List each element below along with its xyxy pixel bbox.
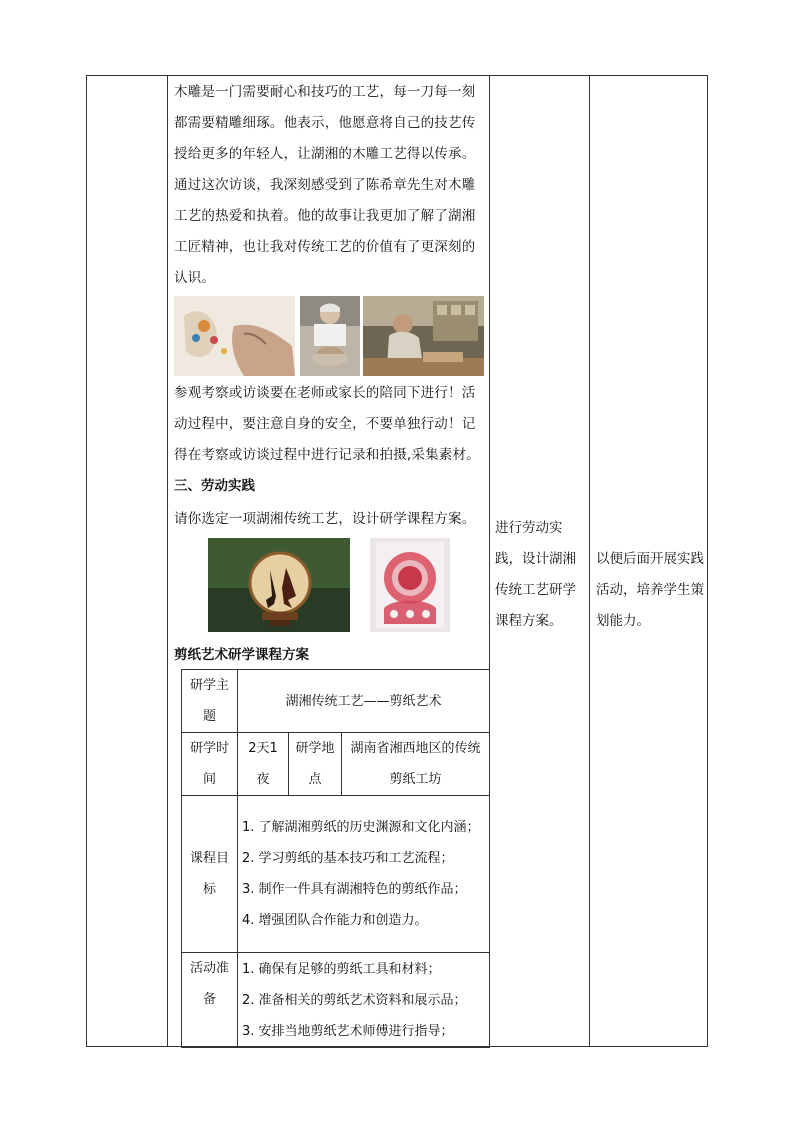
goals-label: 课程目标 bbox=[182, 796, 238, 953]
interview-paragraph-1: 木雕是一门需要耐心和技巧的工艺，每一刀每一刻都需要精雕细琢。他表示，他愿意将自己的技艺传授给更多的年轻人，让湖湘的木雕工艺得以传承。 bbox=[174, 84, 476, 162]
time-value: 2天1夜 bbox=[238, 733, 289, 796]
prep-item: 3. 安排当地剪纸艺术师傅进行指导； bbox=[242, 1023, 454, 1039]
plan-title-block bbox=[174, 640, 488, 671]
column-divider-3 bbox=[589, 75, 590, 1047]
interview-paragraph-2: 通过这次访谈，我深刻感受到了陈希章先生对木雕工艺的热爱和执着。他的故事让我更加了解了湖湘工匠精神，也让我对传统工艺的价值有了更深刻的认识。 bbox=[174, 177, 476, 286]
papercut-photos-row bbox=[208, 538, 450, 632]
shadow-puppet-photo bbox=[208, 538, 350, 632]
design-intent-cell: 以便后面开展实践活动，培养学生策划能力。 bbox=[596, 551, 704, 629]
theme-value: 湖湘传统工艺——剪纸艺术 bbox=[238, 670, 490, 733]
red-papercut-photo bbox=[370, 538, 450, 632]
section-heading: 三、劳动实践 bbox=[174, 478, 255, 494]
study-plan-table bbox=[181, 669, 490, 1048]
woodcarving-workshop-photo bbox=[363, 296, 484, 376]
column-divider-1 bbox=[167, 75, 168, 1047]
goal-item: 2. 学习剪纸的基本技巧和工艺流程； bbox=[242, 851, 454, 866]
prep-label: 活动准备 bbox=[182, 953, 238, 1048]
prep-item: 1. 确保有足够的剪纸工具和材料； bbox=[242, 961, 441, 977]
goal-item: 1. 了解湖湘剪纸的历史渊源和文化内涵； bbox=[242, 820, 480, 835]
task-text: 请你选定一项湖湘传统工艺，设计研学课程方案。 bbox=[174, 511, 476, 527]
embroidery-photo bbox=[174, 296, 295, 376]
main-content-column bbox=[174, 75, 488, 294]
pottery-photo bbox=[300, 296, 360, 376]
place-value: 湖南省湘西地区的传统剪纸工坊 bbox=[342, 733, 490, 796]
goal-item: 4. 增强团队合作能力和创造力。 bbox=[242, 913, 428, 928]
safety-note: 参观考察或访谈要在老师或家长的陪同下进行！活动过程中，要注意自身的安全，不要单独行动！记得在考察或访谈过程中进行记录和拍摄,采集素材。 bbox=[174, 385, 480, 463]
craft-photos-row bbox=[174, 296, 484, 376]
learning-activity-cell: 进行劳动实践，设计湖湘传统工艺研学课程方案。 bbox=[495, 520, 576, 629]
plan-title: 剪纸艺术研学课程方案 bbox=[174, 647, 309, 663]
prep-list bbox=[238, 953, 490, 1048]
prep-item: 2. 准备相关的剪纸艺术资料和展示品； bbox=[242, 992, 467, 1008]
place-label: 研学地点 bbox=[289, 733, 342, 796]
theme-label: 研学主题 bbox=[182, 670, 238, 733]
goals-list bbox=[238, 796, 490, 953]
goal-item: 3. 制作一件具有湖湘特色的剪纸作品； bbox=[242, 882, 467, 897]
safety-note-block bbox=[174, 378, 488, 535]
time-label: 研学时间 bbox=[182, 733, 238, 796]
